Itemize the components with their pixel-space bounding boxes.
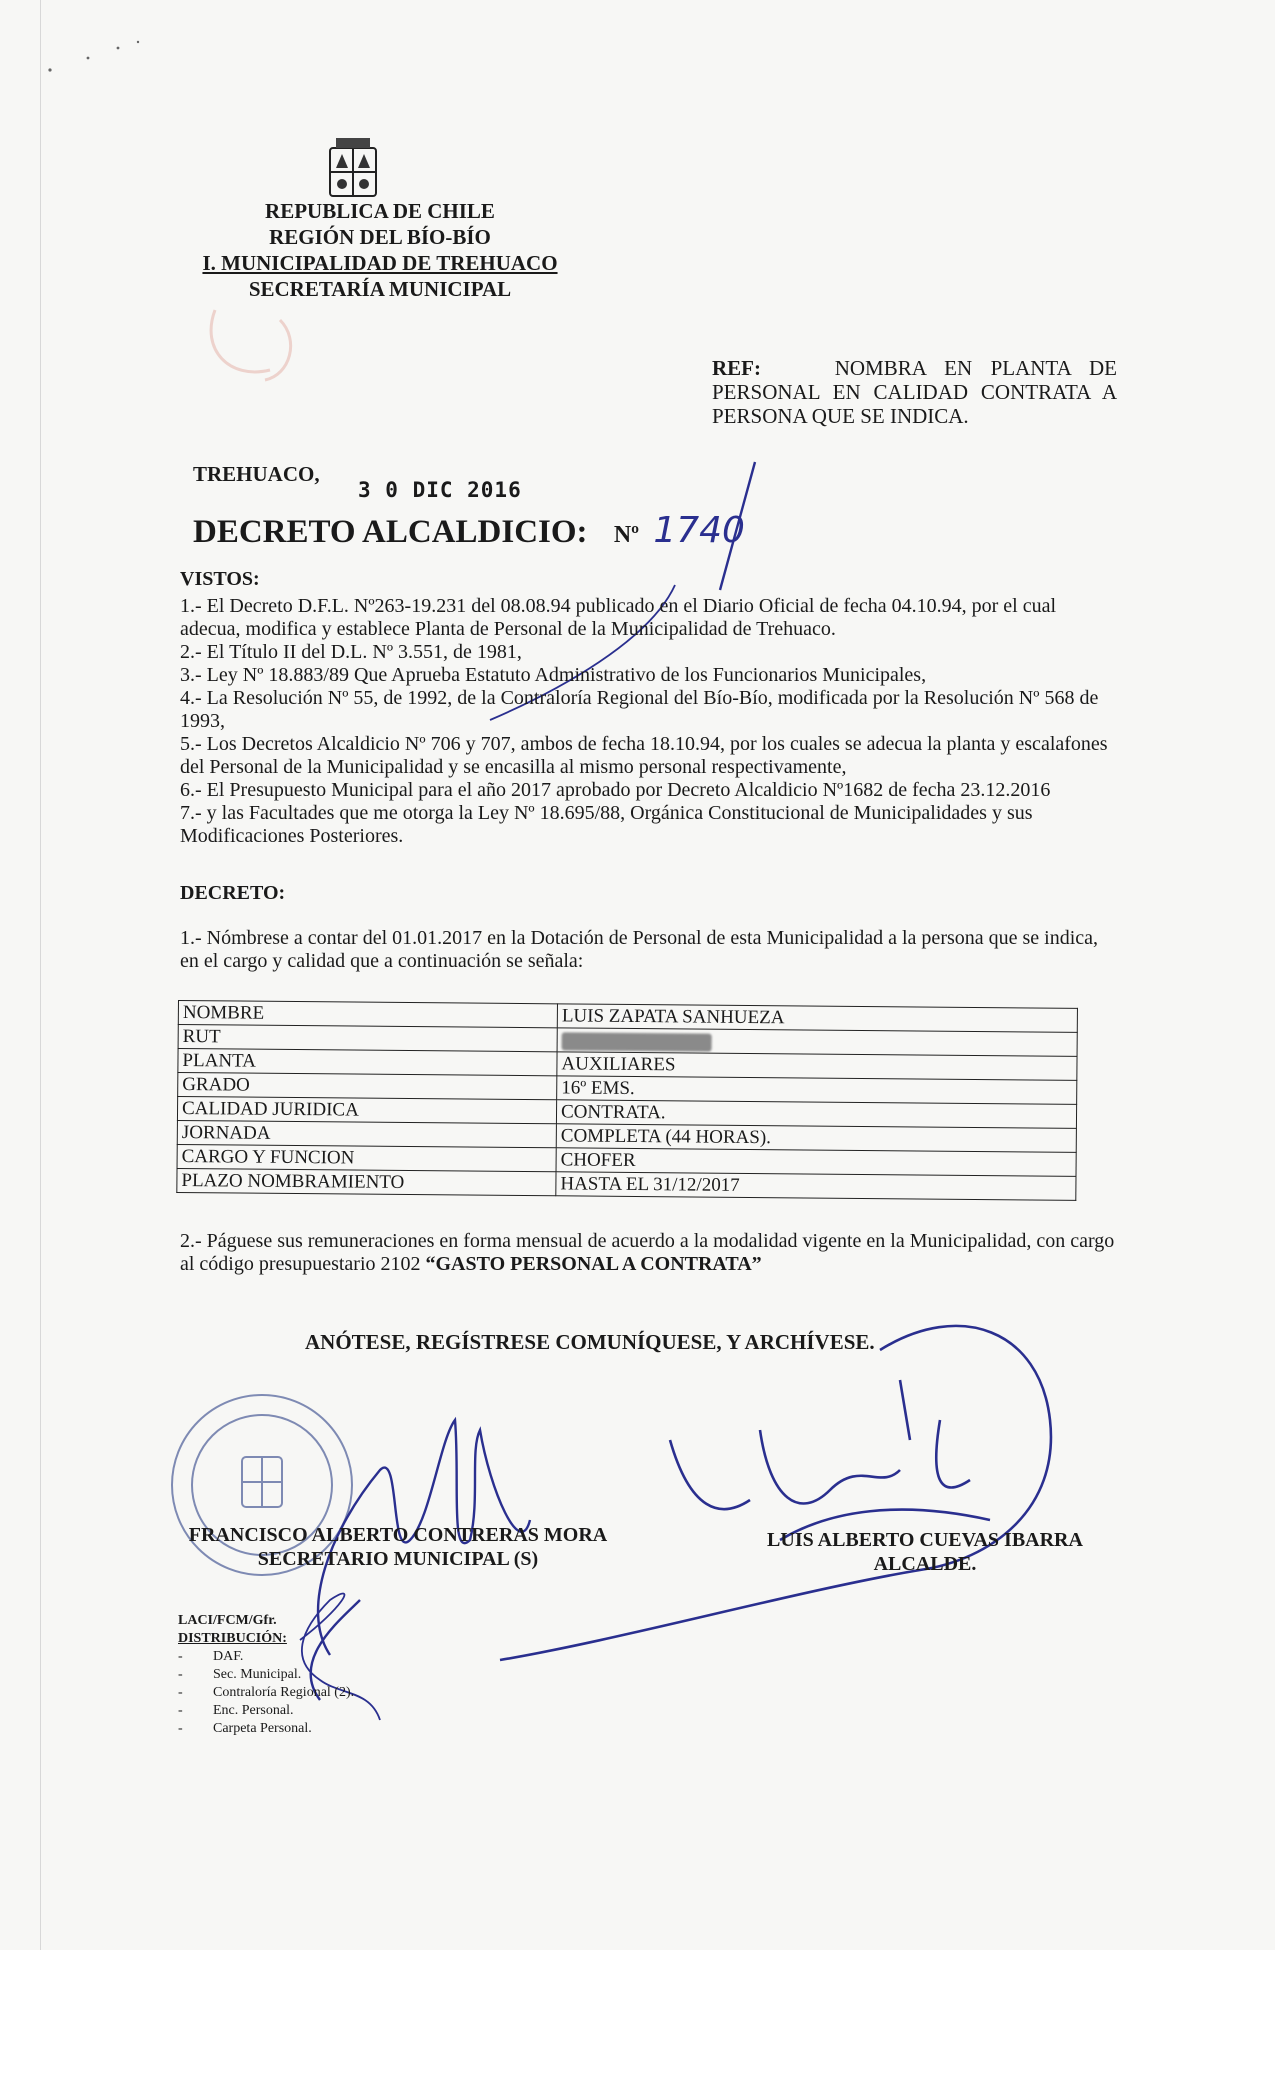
- redacted-rut: [562, 1032, 712, 1051]
- decreto-item-2-text: 2.- Páguese sus remuneraciones en forma mensual de acuerdo a la modalidad vigente en la Municipalidad, con cargo al código presupuestario 2102: [180, 1230, 1115, 1275]
- decreto-item-2-bold: “GASTO PERSONAL A CONTRATA”: [425, 1253, 762, 1275]
- closing-formula: ANÓTESE, REGÍSTRESE COMUNÍQUESE, Y ARCHÍVESE.: [305, 1330, 875, 1354]
- vistos-section: [180, 568, 1115, 848]
- table-cell-label: CARGO Y FUNCION: [177, 1144, 556, 1171]
- decree-number-prefix: Nº: [613, 522, 640, 548]
- header-country: REPUBLICA DE CHILE: [265, 199, 495, 223]
- ref-label: REF:: [712, 356, 761, 380]
- list-item: - Enc. Personal.: [178, 1702, 354, 1720]
- header-municipality: I. MUNICIPALIDAD DE TREHUACO: [202, 251, 558, 275]
- list-item: - Carpeta Personal.: [178, 1720, 354, 1738]
- table-cell-label: CALIDAD JURIDICA: [177, 1097, 556, 1124]
- left-signatory-title: SECRETARIO MUNICIPAL (S): [257, 1548, 539, 1570]
- table-cell-value: COMPLETA (44 HORAS).: [556, 1124, 1076, 1153]
- table-cell-value: AUXILIARES: [557, 1052, 1077, 1081]
- decreto-section: [180, 882, 1115, 973]
- decree-title: [193, 510, 745, 551]
- table-cell-label: NOMBRE: [178, 1001, 557, 1028]
- coat-of-arms-icon: [330, 138, 376, 196]
- distribution-list: [178, 1648, 354, 1738]
- vistos-heading: VISTOS:: [180, 568, 260, 590]
- table-cell-value: 16º EMS.: [557, 1076, 1077, 1105]
- date-stamp: 3 0 DIC 2016: [358, 478, 522, 502]
- vistos-item: 4.- La Resolución Nº 55, de 1992, de la Contraloría Regional del Bío-Bío, modificada por la Resolución Nº 568 de 1993,: [180, 687, 1099, 732]
- issuer-header: [190, 198, 570, 302]
- table-cell-value: LUIS ZAPATA SANHUEZA: [557, 1004, 1077, 1033]
- table-cell-label: PLAZO NOMBRAMIENTO: [177, 1168, 556, 1195]
- right-signatory-name: LUIS ALBERTO CUEVAS IBARRA: [767, 1529, 1083, 1551]
- decree-title-text: DECRETO ALCALDICIO:: [193, 514, 588, 550]
- distribution-block: [178, 1612, 354, 1738]
- vistos-item: 2.- El Título II del D.L. Nº 3.551, de 1981,: [180, 641, 522, 663]
- list-item: - Contraloría Regional (2).: [178, 1684, 354, 1702]
- table-cell-value: HASTA EL 31/12/2017: [556, 1172, 1076, 1201]
- table-cell-label: JORNADA: [177, 1120, 556, 1147]
- vistos-item: 1.- El Decreto D.F.L. Nº263-19.231 del 08.08.94 publicado en el Diario Oficial de fecha 04.10.94, por el cual adecua, modifica y establece Planta de Personal de la Municipalidad de Trehuaco.: [180, 595, 1057, 640]
- vistos-item: 5.- Los Decretos Alcaldicio Nº 706 y 707, ambos de fecha 18.10.94, por los cuales se adecua la planta y escalafones del Personal de la Municipalidad y se encasilla al mismo personal respectivamente,: [180, 733, 1108, 778]
- distribution-heading: DISTRIBUCIÓN:: [178, 1631, 287, 1646]
- table-cell-value: CONTRATA.: [556, 1100, 1076, 1129]
- left-signatory: [178, 1523, 618, 1571]
- header-office: SECRETARÍA MUNICIPAL: [248, 277, 512, 301]
- vistos-item: 6.- El Presupuesto Municipal para el año 2017 aprobado por Decreto Alcaldicio Nº1682 de fecha 23.12.2016: [180, 779, 1051, 801]
- vistos-item: 7.- y las Facultades que me otorga la Ley Nº 18.695/88, Orgánica Constitucional de Municipalidades y sus Modificaciones Posteriores.: [180, 802, 1033, 847]
- handwritten-decree-number: 1740: [653, 510, 745, 551]
- faint-stamp-mark: [211, 310, 291, 380]
- table-cell-label: RUT: [178, 1025, 557, 1052]
- right-signatory-title: ALCALDE.: [873, 1553, 977, 1575]
- right-signatory: [755, 1528, 1095, 1576]
- left-signatory-name: FRANCISCO ALBERTO CONTRERAS MORA: [188, 1524, 608, 1546]
- header-region: REGIÓN DEL BÍO-BÍO: [269, 225, 491, 249]
- decreto-item-1: 1.- Nómbrese a contar del 01.01.2017 en la Dotación de Personal de esta Municipalidad a la persona que se indica, en el cargo y calidad que a continuación se señala:: [180, 927, 1099, 972]
- document-initials: LACI/FCM/Gfr.: [178, 1613, 277, 1628]
- ref-text: NOMBRA EN PLANTA DE PERSONAL EN CALIDAD CONTRATA A PERSONA QUE SE INDICA.: [712, 356, 1117, 428]
- appointment-table: [176, 1000, 1078, 1201]
- scan-specks: [48, 41, 139, 72]
- place-label: TREHUACO,: [193, 462, 320, 486]
- list-item: - Sec. Municipal.: [178, 1666, 354, 1684]
- table-cell-label: PLANTA: [178, 1049, 557, 1076]
- vistos-item: 3.- Ley Nº 18.883/89 Que Aprueba Estatuto Administrativo de los Funcionarios Municipales,: [180, 664, 927, 686]
- list-item: - DAF.: [178, 1648, 354, 1666]
- table-cell-label: GRADO: [178, 1073, 557, 1100]
- table-cell-value: CHOFER: [556, 1148, 1076, 1177]
- right-signature: [500, 1326, 1051, 1660]
- reference-block: [712, 356, 1117, 428]
- decreto-item-2: [180, 1230, 1115, 1276]
- decreto-heading: DECRETO:: [180, 882, 286, 904]
